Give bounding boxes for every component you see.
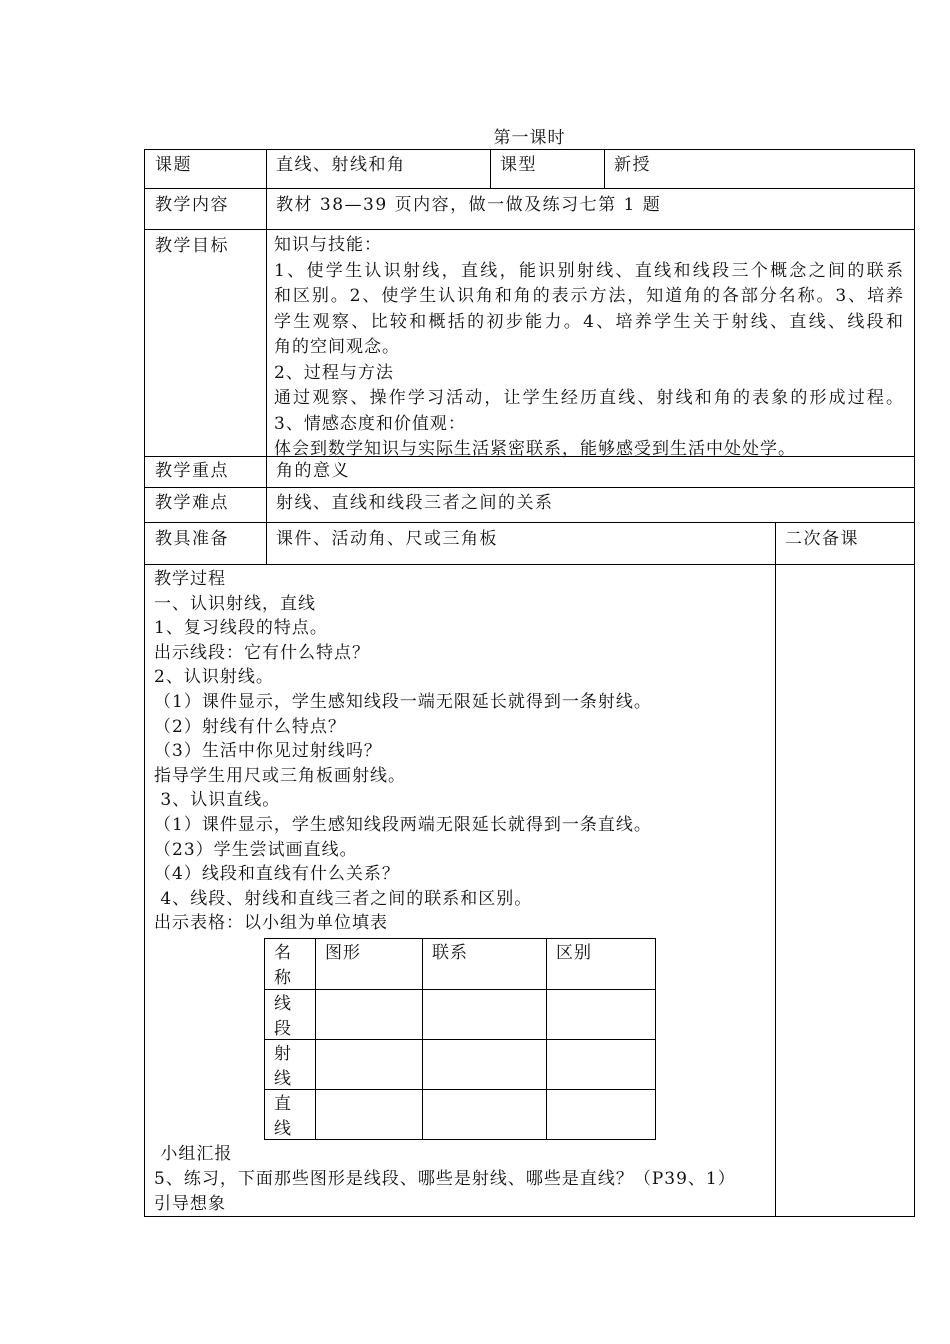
inner-row-ray: 射线 <box>274 1044 292 1089</box>
goals-line: 学生观察、比较和概括的初步能力。4、培养学生关于射线、直线、线段和 <box>274 311 904 332</box>
tools-label: 教具准备 <box>155 529 229 549</box>
inner-row-divider <box>264 1039 656 1040</box>
difficulty-label: 教学难点 <box>155 493 229 513</box>
inner-col-divider <box>546 938 547 1140</box>
goals-label: 教学目标 <box>155 236 229 256</box>
row-divider-4 <box>144 487 915 488</box>
inner-table-top <box>264 938 656 939</box>
process-line: 2、认识射线。 <box>154 667 274 688</box>
inner-col-divider <box>315 938 316 1140</box>
content-label: 教学内容 <box>155 195 229 215</box>
process-line: 引导想象 <box>154 1194 226 1214</box>
process-line: （1）课件显示，学生感知线段两端无限延长就得到一条直线。 <box>154 814 652 835</box>
topic-label: 课题 <box>155 155 192 175</box>
inner-row-line: 直线 <box>274 1094 292 1139</box>
goals-text <box>274 233 904 463</box>
process-line: 小组汇报 <box>154 1144 233 1164</box>
type-label: 课型 <box>500 155 537 175</box>
process-text <box>154 567 769 936</box>
process-after-text <box>154 1142 769 1217</box>
type-value: 新授 <box>614 155 651 175</box>
inner-row-divider <box>264 1089 656 1090</box>
header-divider-a <box>490 149 491 189</box>
goals-line: 知识与技能： <box>274 235 382 255</box>
difficulty-value: 射线、直线和线段三者之间的关系 <box>276 493 554 513</box>
process-line: （1）课件显示，学生感知线段一端无限延长就得到一条射线。 <box>154 691 652 712</box>
process-line: 4、线段、射线和直线三者之间的联系和区别。 <box>154 888 533 909</box>
row-divider-1 <box>144 188 915 189</box>
key-point-value: 角的意义 <box>276 461 350 481</box>
inner-col-divider <box>422 938 423 1140</box>
topic-value: 直线、射线和角 <box>276 155 406 175</box>
process-line: （23）学生尝试画直线。 <box>154 839 358 860</box>
tools-value: 课件、活动角、尺或三角板 <box>276 529 498 549</box>
table-border-left <box>144 149 145 1217</box>
process-line: （4）线段和直线有什么关系？ <box>154 864 400 885</box>
inner-header-name: 名称 <box>274 943 292 988</box>
header-divider-b <box>604 149 605 189</box>
inner-header-difference: 区别 <box>556 943 592 963</box>
process-line: 出示线段：它有什么特点？ <box>154 642 370 663</box>
inner-header-relation: 联系 <box>432 943 468 963</box>
content-value: 教材 38—39 页内容，做一做及练习七第 1 题 <box>276 195 662 215</box>
process-line: 指导学生用尺或三角板画射线。 <box>154 765 406 786</box>
process-line: 一、认识射线，直线 <box>154 593 316 614</box>
goals-line: 2、过程与方法 <box>274 362 394 383</box>
process-line: （2）射线有什么特点？ <box>154 716 346 737</box>
goals-line: 通过观察、操作学习活动，让学生经历直线、射线和角的表象的形成过程。 <box>274 388 904 408</box>
table-border-top <box>144 149 915 150</box>
process-line: 出示表格：以小组为单位填表 <box>154 913 388 934</box>
process-line: （3）生活中你见过射线吗？ <box>154 741 382 762</box>
process-line: 教学过程 <box>154 569 226 589</box>
inner-row-segment: 线段 <box>274 994 292 1039</box>
row-divider-5 <box>144 522 915 523</box>
goals-line: 1、使学生认识射线，直线，能识别射线、直线和线段三个概念之间的联系 <box>274 260 904 281</box>
process-line: 5、练习，下面那些图形是线段、哪些是射线、哪些是直线？（P39、1） <box>154 1169 736 1189</box>
process-line: 3、认识直线。 <box>154 790 281 811</box>
inner-col-divider <box>264 938 265 1140</box>
goals-line: 角的空间观念。 <box>274 337 400 357</box>
second-prep-label: 二次备课 <box>785 529 859 549</box>
table-border-right <box>914 149 915 1217</box>
key-point-label: 教学重点 <box>155 461 229 481</box>
row-divider-6 <box>144 564 915 565</box>
inner-table-bottom <box>264 1139 656 1140</box>
goals-line: 3、情感态度和价值观： <box>274 413 466 434</box>
goals-line: 和区别。2、使学生认识角和角的表示方法，知道角的各部分名称。3、培养 <box>274 286 904 306</box>
side-column-divider <box>775 522 776 1217</box>
process-line: 1、复习线段的特点。 <box>154 618 328 639</box>
label-column-divider <box>266 149 267 565</box>
goals-line: 体会到数学知识与实际生活紧密联系，能够感受到生活中处处学。 <box>274 439 796 459</box>
inner-header-figure: 图形 <box>325 943 361 963</box>
inner-col-divider <box>655 938 656 1140</box>
inner-row-divider <box>264 989 656 990</box>
row-divider-2 <box>144 229 915 230</box>
page-title: 第一课时 <box>493 128 566 148</box>
